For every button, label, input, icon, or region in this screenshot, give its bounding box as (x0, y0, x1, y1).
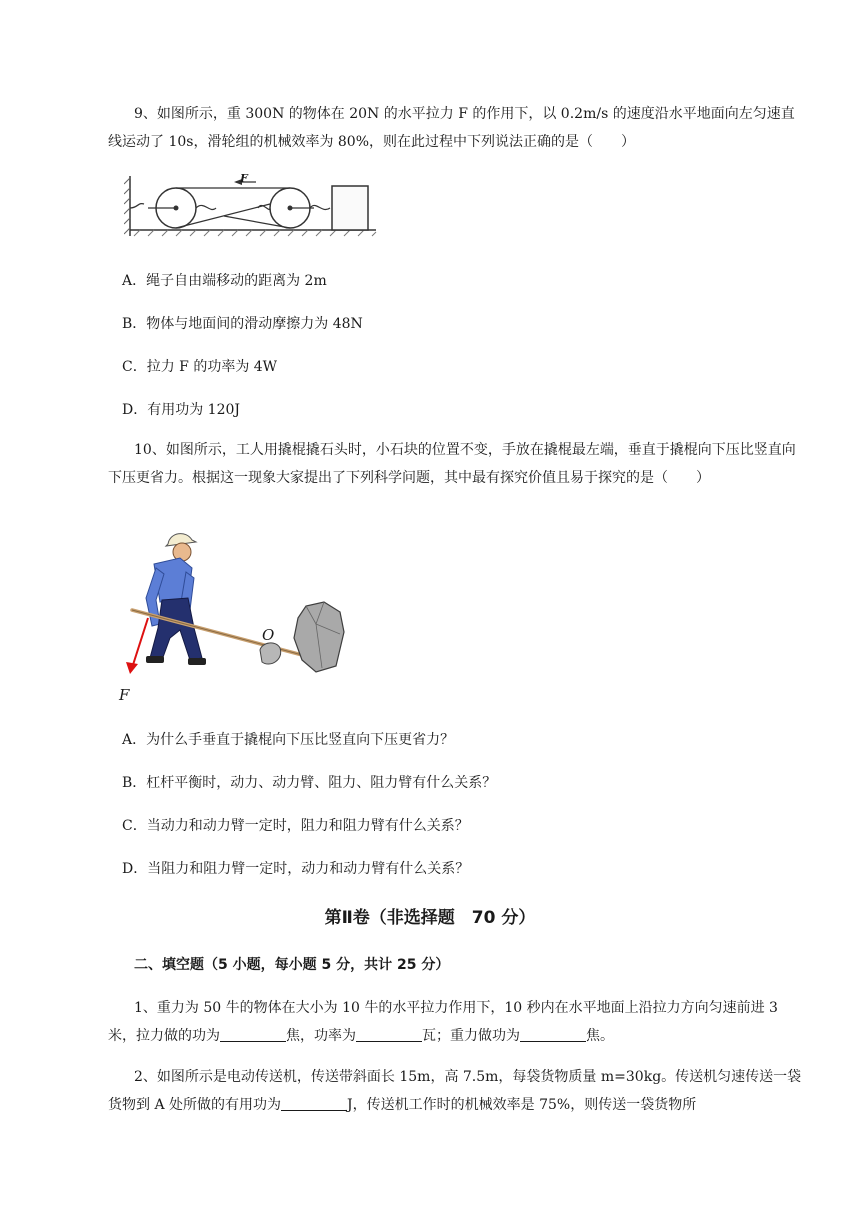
block (332, 186, 368, 230)
fill2-blank-1 (281, 1096, 347, 1111)
q9-option-a: A．绳子自由端移动的距离为 2m (122, 273, 327, 289)
fill1-blank-3 (520, 1027, 586, 1042)
fill1-blank-1 (220, 1027, 286, 1042)
q10-option-a: A．为什么手垂直于撬棍向下压比竖直向下压更省力？ (122, 732, 455, 748)
fill1-text-3: 瓦；重力做功为 (422, 1028, 520, 1044)
worker-pants (150, 598, 202, 660)
q10-option-d: D．当阻力和阻力臂一定时，动力和动力臂有什么关系？ (122, 861, 470, 877)
wall-hatch (124, 178, 130, 234)
fulcrum-stone (260, 643, 281, 664)
fulcrum-label-o: O (262, 626, 275, 644)
section-2-subtitle: 二、填空题（5 小题，每小题 5 分，共计 25 分） (134, 957, 450, 973)
hook-mid (196, 205, 216, 209)
question-10-stem: 10、如图所示，工人用撬棍撬石头时，小石块的位置不变，手放在撬棍最左端，垂直于撬棍向下压比竖直向下压更省力。根据这一现象大家提出了下列科学问题，其中最有探究价值且易于探究的是（ ） (108, 442, 796, 486)
fill2-text-2: J，传送机工作时的机械效率是 75%，则传送一袋货物所 (347, 1097, 697, 1113)
force-label-f2: F (119, 686, 130, 704)
fill1-text-2: 焦，功率为 (286, 1028, 356, 1044)
fill-question-2 (108, 1063, 808, 1119)
worker-head (173, 543, 191, 561)
ground-hatch (134, 230, 376, 236)
q9-option-d: D．有用功为 120J (122, 402, 241, 418)
worker-shoe-right (188, 658, 206, 665)
force-f-arrowhead (126, 662, 138, 674)
fill1-blank-2 (356, 1027, 422, 1042)
pulley-system-figure (124, 170, 380, 242)
q10-option-c: C．当动力和动力臂一定时，阻力和阻力臂有什么关系？ (122, 818, 469, 834)
q10-option-b: B．杠杆平衡时，动力、动力臂、阻力、阻力臂有什么关系？ (122, 775, 497, 791)
hook-left (130, 204, 144, 208)
fill2-text-1: 2、如图所示是电动传送机，传送带斜面长 15m，高 7.5m，每袋货物质量 m=30kg。传送机匀速传送一袋货物到 A 处所做的有用功为 (108, 1069, 802, 1113)
rope-lower (224, 216, 290, 228)
big-rock (294, 602, 344, 672)
fill1-text-1: 1、重力为 50 牛的物体在大小为 10 牛的水平拉力作用下，10 秒内在水平地面上沿拉力方向匀速前进 3 米，拉力做的功为 (108, 1000, 778, 1044)
fill1-text-4: 焦。 (586, 1028, 614, 1044)
worker-shoe-left (146, 656, 164, 663)
fill-question-1 (108, 994, 808, 1050)
force-f-arrow (132, 618, 148, 668)
rope-diagonal (176, 204, 270, 228)
crowbar-figure (110, 528, 358, 684)
section-2-title: 第Ⅱ卷（非选择题 70 分） (324, 908, 536, 928)
q9-option-c: C．拉力 F 的功率为 4W (122, 359, 278, 375)
question-9-stem: 9、如图所示，重 300N 的物体在 20N 的水平拉力 F 的作用下，以 0.2m/s 的速度沿水平地面向左匀速直线运动了 10s，滑轮组的机械效率为 80%，则在此过程中下列说法正确的是（ ） (108, 106, 795, 150)
q9-option-b: B．物体与地面间的滑动摩擦力为 48N (122, 316, 363, 332)
force-label-f: F (240, 172, 248, 185)
